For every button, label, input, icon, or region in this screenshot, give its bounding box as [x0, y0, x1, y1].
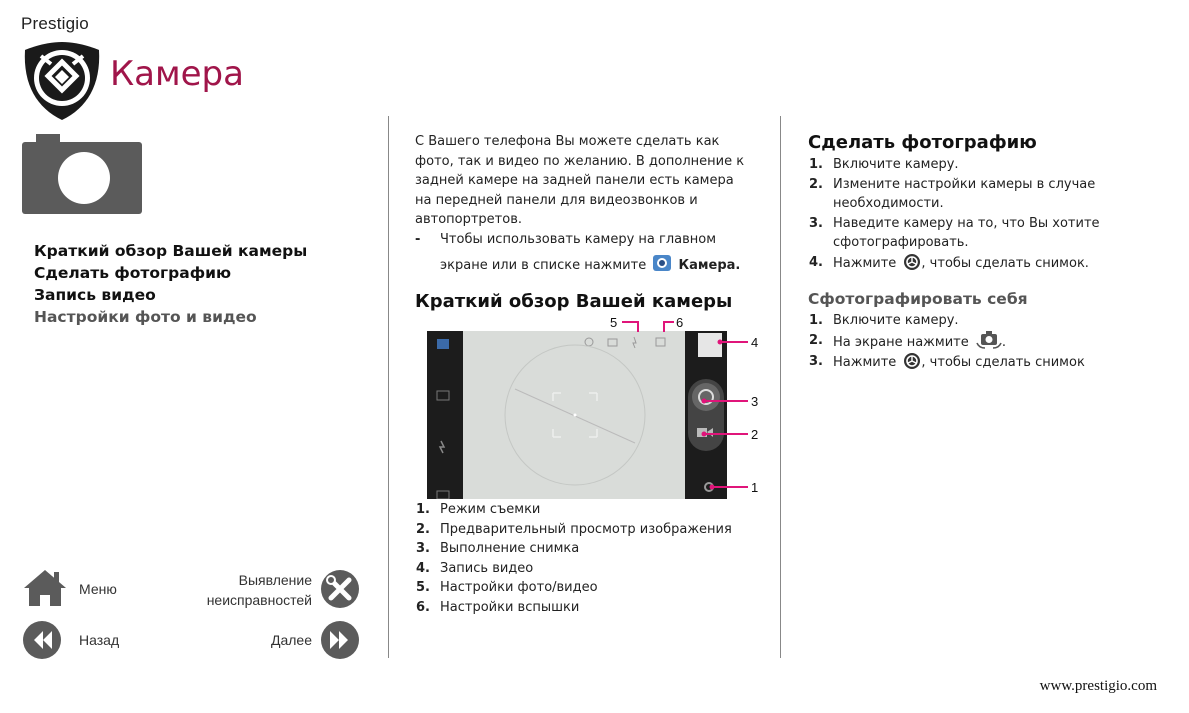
step-text: Включите камеру. — [833, 313, 959, 328]
list-item — [809, 175, 1169, 214]
bullet-line-2 — [440, 254, 770, 276]
step-number: 3. — [809, 215, 823, 231]
legend-number: 6. — [416, 599, 430, 615]
callout-label-6: 6 — [676, 315, 684, 330]
take-photo-heading: Сделать фотографию — [808, 132, 1037, 153]
list-item — [809, 253, 1169, 274]
step-text: Включите камеру. — [833, 157, 959, 172]
next-arrow-icon[interactable] — [320, 620, 360, 660]
toc-item-settings[interactable]: Настройки фото и видео — [34, 308, 257, 326]
legend-text: Запись видео — [440, 560, 534, 576]
step-number: 4. — [809, 254, 823, 270]
callout-label-4: 4 — [751, 335, 759, 350]
switch-camera-icon — [976, 331, 1002, 349]
overview-heading: Краткий обзор Вашей камеры — [415, 291, 733, 312]
brand-name: Prestigio — [21, 14, 89, 33]
take-photo-steps — [809, 155, 1169, 273]
intro-line: на передней панели для видеозвонков и — [415, 192, 698, 208]
table-of-contents — [34, 240, 307, 328]
shutter-icon — [903, 352, 921, 370]
website-url[interactable]: www.prestigio.com — [1039, 678, 1157, 694]
step-text: . — [1001, 334, 1006, 350]
bullet-dash: - — [415, 232, 421, 247]
troubleshoot-label[interactable] — [200, 570, 312, 610]
step-number: 1. — [809, 313, 823, 328]
list-item — [416, 559, 761, 579]
step-text: Наведите камеру на то, что Вы хотите — [833, 215, 1100, 231]
step-number: 3. — [809, 354, 823, 369]
intro-paragraph — [415, 132, 775, 230]
step-text: сфотографировать. — [833, 235, 969, 250]
camera-app-icon — [652, 254, 672, 272]
bullet-line-2-text: экране или в списке нажмите — [440, 258, 647, 273]
shutter-icon — [903, 253, 921, 271]
wrench-screwdriver-icon[interactable] — [320, 569, 360, 609]
intro-line: фото, так и видео по желанию. В дополнение к — [415, 153, 745, 169]
column-divider-right — [780, 116, 781, 658]
page-title: Камера — [110, 54, 244, 94]
back-label[interactable]: Назад — [79, 632, 120, 648]
legend-number: 5. — [416, 580, 430, 595]
column-divider-left — [388, 116, 389, 658]
legend-number: 4. — [416, 560, 430, 576]
callout-label-2: 2 — [751, 427, 759, 442]
troubleshoot-label-line1: Выявление — [238, 572, 312, 588]
toc-item-overview[interactable]: Краткий обзор Вашей камеры — [34, 242, 308, 260]
legend-number: 1. — [416, 502, 430, 517]
list-item — [809, 214, 1169, 253]
list-item — [416, 598, 761, 618]
list-item — [416, 500, 761, 520]
camera-legend-list — [416, 500, 761, 617]
troubleshoot-label-line2: неисправностей — [206, 592, 312, 608]
camera-app-label: Камера. — [678, 258, 741, 273]
toc-item-take-photo[interactable]: Сделать фотографию — [34, 264, 232, 282]
list-item — [416, 578, 761, 598]
intro-line: автопортретов. — [415, 212, 523, 227]
bullet-line-1: Чтобы использовать камеру на главном — [440, 232, 717, 247]
step-number: 2. — [809, 332, 823, 348]
next-label[interactable]: Далее — [270, 632, 312, 648]
legend-text: Предварительный просмотр изображения — [440, 521, 732, 537]
step-number: 1. — [809, 157, 823, 172]
callout-label-1: 1 — [751, 480, 759, 495]
legend-text: Настройки вспышки — [440, 599, 580, 615]
menu-button[interactable] — [22, 568, 68, 608]
intro-line: С Вашего телефона Вы можете сделать как — [415, 134, 720, 149]
home-icon — [22, 568, 68, 608]
callout-label-3: 3 — [751, 394, 759, 409]
selfie-heading: Сфотографировать себя — [808, 290, 1028, 308]
selfie-steps — [809, 311, 1169, 373]
list-item — [809, 155, 1169, 175]
step-text: , чтобы сделать снимок — [921, 355, 1085, 370]
legend-text: Настройки фото/видео — [440, 580, 598, 595]
callout-lines — [600, 312, 770, 502]
step-number: 2. — [809, 176, 823, 192]
list-item — [416, 520, 761, 540]
toc-item-record-video[interactable]: Запись видео — [34, 286, 156, 304]
camera-icon — [22, 134, 142, 214]
menu-label[interactable]: Меню — [79, 581, 117, 597]
step-text: Нажмите — [833, 355, 897, 370]
legend-number: 3. — [416, 541, 430, 556]
list-item — [809, 331, 1169, 353]
step-text: , чтобы сделать снимок. — [921, 255, 1089, 271]
legend-text: Выполнение снимка — [440, 541, 580, 556]
legend-text: Режим съемки — [440, 502, 541, 517]
list-item — [809, 352, 1169, 373]
step-text: На экране нажмите — [833, 334, 969, 350]
step-text: Нажмите — [833, 255, 897, 271]
list-item — [416, 539, 761, 559]
list-item — [809, 311, 1169, 331]
step-text: Измените настройки камеры в случае — [833, 176, 1096, 192]
callout-label-5: 5 — [610, 315, 618, 330]
step-text: необходимости. — [833, 196, 944, 211]
intro-line: задней камере на задней панели есть камера — [415, 173, 734, 188]
legend-number: 2. — [416, 521, 430, 537]
prestigio-shield-logo-icon — [21, 40, 103, 122]
back-arrow-icon[interactable] — [22, 620, 62, 660]
